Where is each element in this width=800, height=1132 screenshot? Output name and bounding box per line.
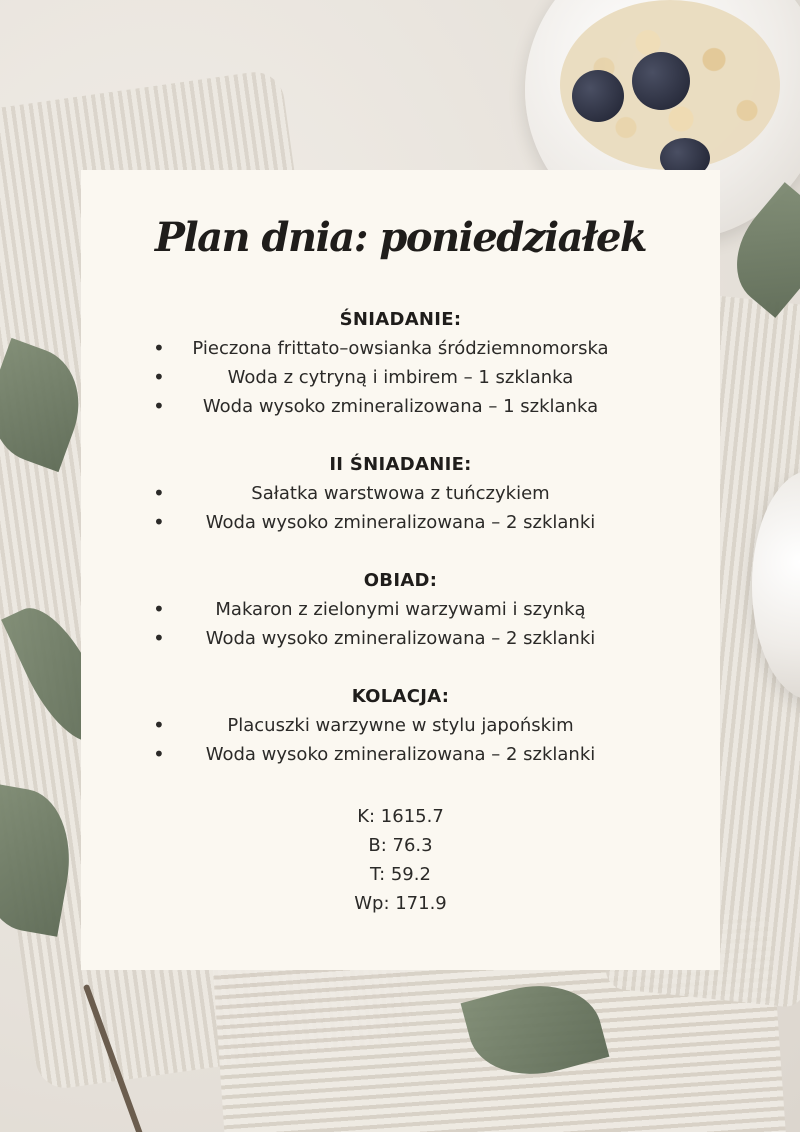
list-item: • Makaron z zielonymi warzywami i szynką xyxy=(81,595,720,624)
meal-section-dinner xyxy=(81,683,720,769)
list-item: • Woda wysoko zmineralizowana – 2 szklanki xyxy=(81,624,720,653)
protein-value: B: 76.3 xyxy=(368,835,433,856)
page-title: Plan dnia: poniedziałek xyxy=(154,214,647,261)
nutrition-summary xyxy=(81,802,720,918)
list-item: • Woda wysoko zmineralizowana – 2 szklanki xyxy=(81,508,720,537)
list-item: • Woda wysoko zmineralizowana – 1 szklanka xyxy=(81,392,720,421)
section-heading: ŚNIADANIE: xyxy=(339,309,462,330)
section-heading: II ŚNIADANIE: xyxy=(329,454,472,475)
list-item: • Woda wysoko zmineralizowana – 2 szklanki xyxy=(81,740,720,769)
blueberry xyxy=(572,70,624,122)
list-item: • Sałatka warstwowa z tuńczykiem xyxy=(81,479,720,508)
meal-list xyxy=(81,334,720,421)
meal-section-lunch xyxy=(81,567,720,653)
list-item: • Placuszki warzywne w stylu japońskim xyxy=(81,711,720,740)
list-item: • Pieczona frittato–owsianka śródziemnomorska xyxy=(81,334,720,363)
meal-list xyxy=(81,711,720,769)
fat-value: T: 59.2 xyxy=(370,864,431,885)
meal-plan-card xyxy=(81,170,720,970)
meal-section-second-breakfast xyxy=(81,451,720,537)
meal-list xyxy=(81,595,720,653)
section-heading: KOLACJA: xyxy=(351,686,450,707)
blueberry xyxy=(632,52,690,110)
carbs-value: Wp: 171.9 xyxy=(354,893,447,914)
meal-sections xyxy=(81,306,720,799)
meal-section-breakfast xyxy=(81,306,720,421)
list-item: • Woda z cytryną i imbirem – 1 szklanka xyxy=(81,363,720,392)
calories-value: K: 1615.7 xyxy=(357,806,444,827)
meal-list xyxy=(81,479,720,537)
section-heading: OBIAD: xyxy=(363,570,438,591)
